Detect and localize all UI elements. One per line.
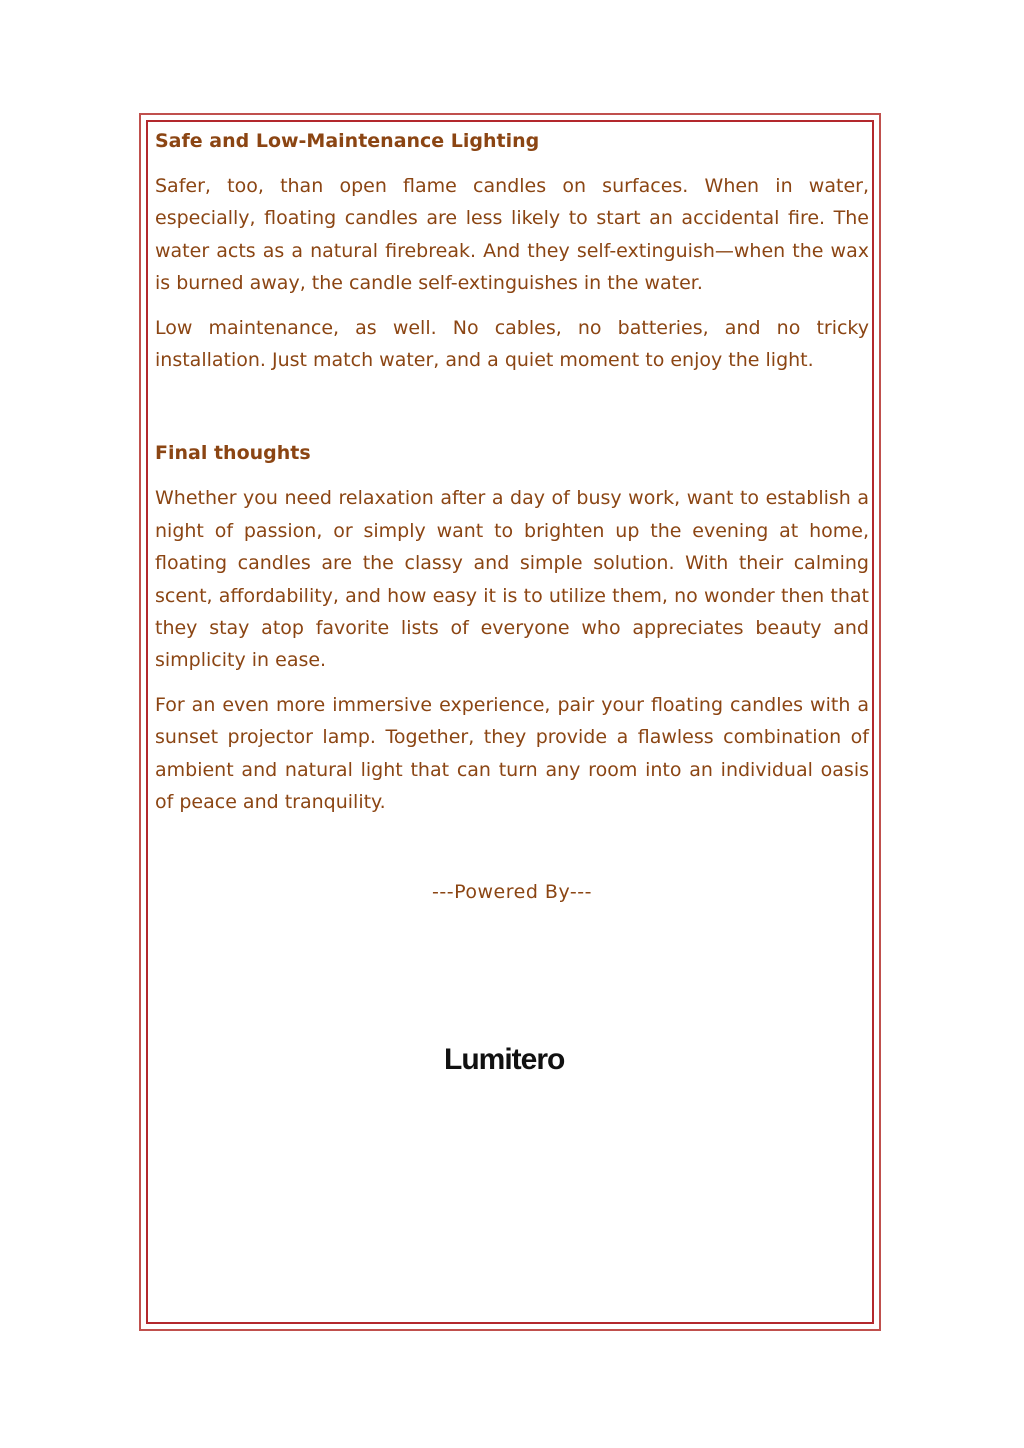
paragraph-conclusion: Whether you need relaxation after a day of busy work, want to establish a night of passion, or simply want to brighten up the evening at home, floating candles are the classy and simple solution. With their calming scent, affordability, and how easy it is to utilize them, no wonder then that they stay atop favorite lists of everyone who appreciates beauty and simplicity in ease.	[155, 487, 869, 672]
paragraph-projector-lamp: For an even more immersive experience, pair your floating candles with a sunset projector lamp. Together, they provide a flawless combination of ambient and natural light that can turn any room into an individual oasis of peace and tranquility.	[155, 693, 869, 814]
document-content	[155, 126, 869, 907]
paragraph-safety: Safer, too, than open flame candles on surfaces. When in water, especially, floating candles are less likely to start an accidental fire. The water acts as a natural firebreak. And they self-extinguish—when the wax is burned away, the candle self-extinguishes in the water.	[155, 175, 869, 295]
paragraph-maintenance: Low maintenance, as well. No cables, no batteries, and no tricky installation. Just match water, and a quiet moment to enjoy the light.	[155, 316, 869, 372]
section-heading-safe-lighting: Safe and Low-Maintenance Lighting	[155, 130, 540, 152]
powered-by-label: ---Powered By---	[432, 880, 592, 903]
section-heading-final-thoughts: Final thoughts	[155, 442, 311, 465]
lumitero-logo: Lumitero	[444, 1043, 565, 1076]
